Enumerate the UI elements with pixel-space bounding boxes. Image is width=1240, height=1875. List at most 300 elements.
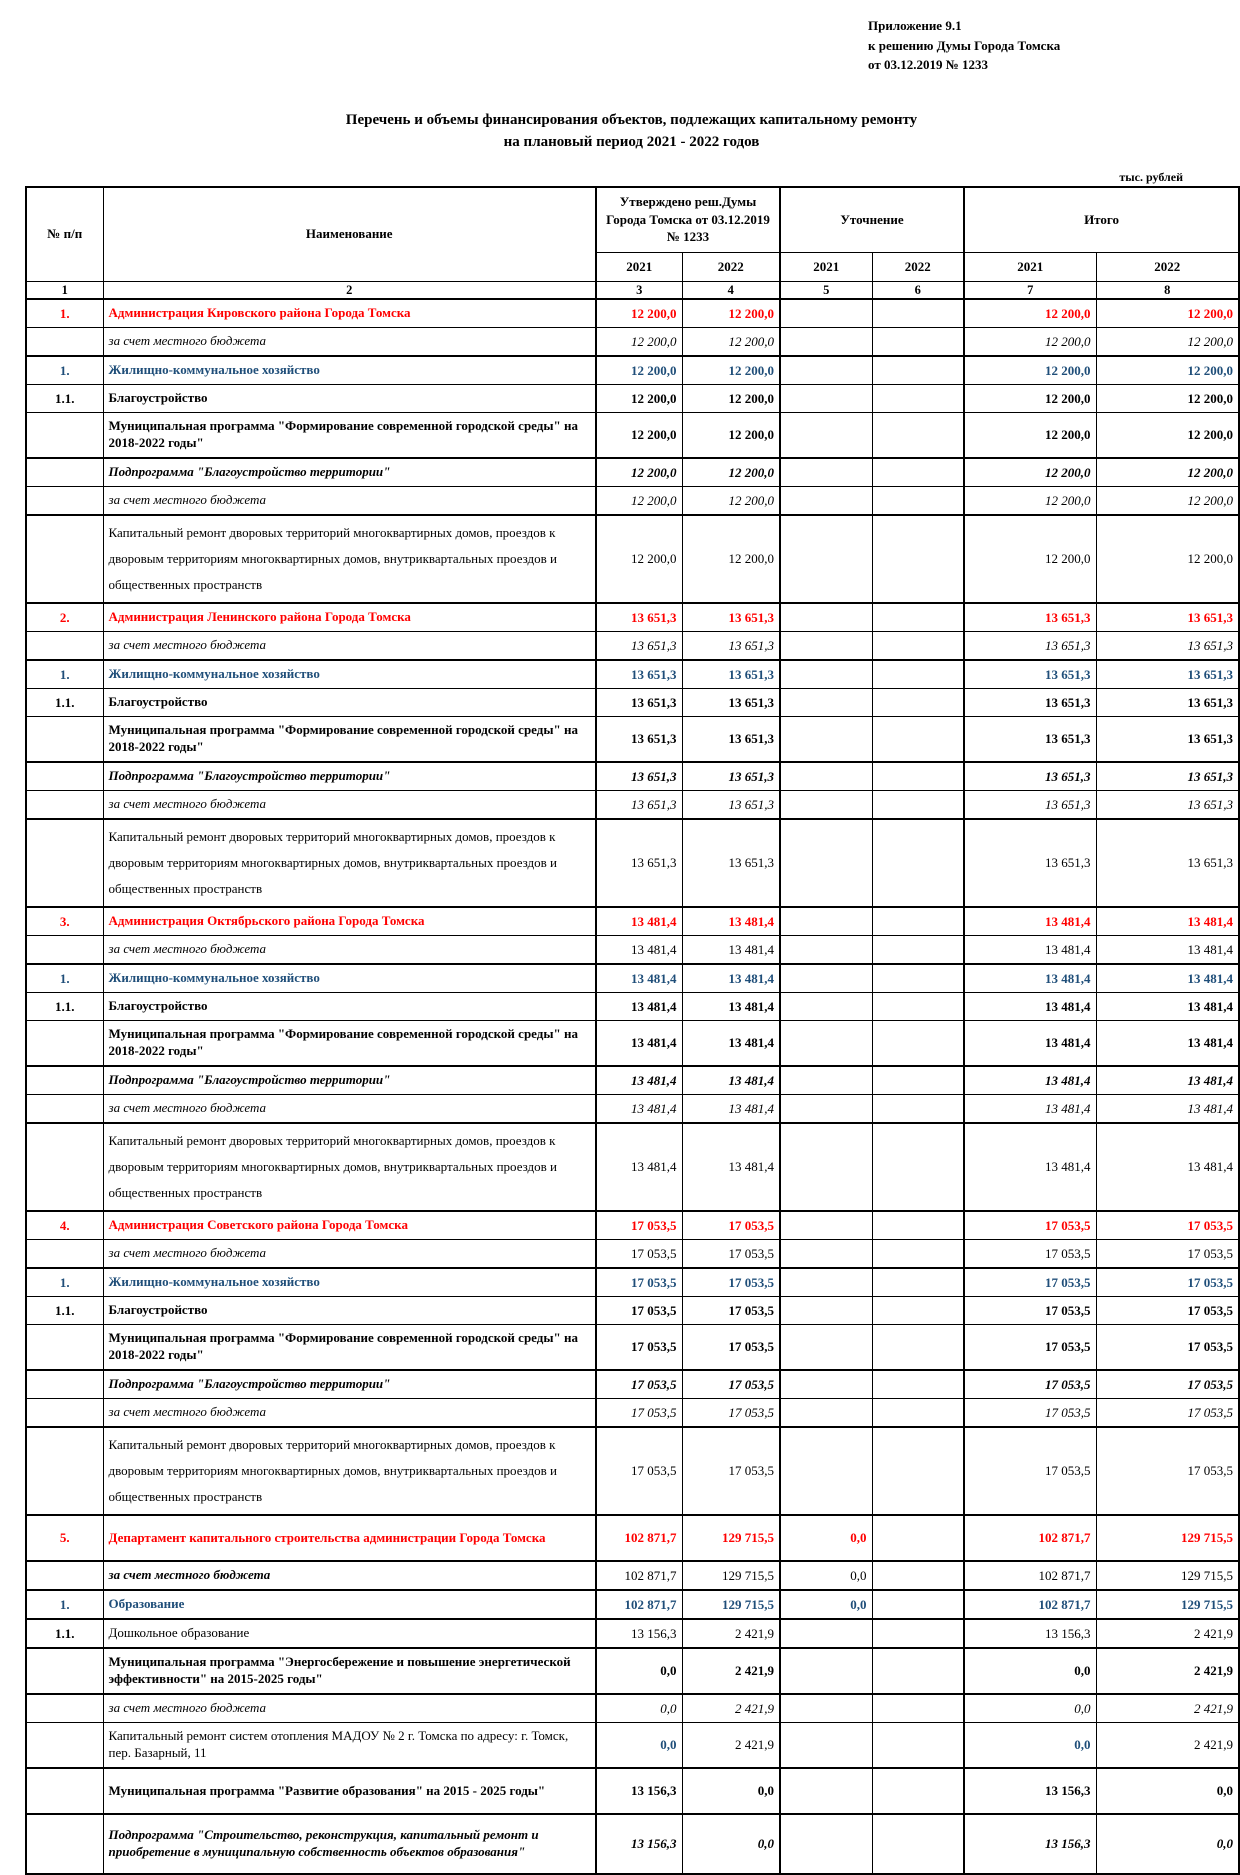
value-cell: 13 481,4 xyxy=(682,1123,780,1211)
value-cell: 13 481,4 xyxy=(1096,1021,1239,1067)
appendix-line-1: Приложение 9.1 xyxy=(868,16,1238,36)
header-year: 2021 xyxy=(596,252,682,281)
header-col-index: 7 xyxy=(964,281,1096,299)
value-cell xyxy=(872,1561,964,1590)
row-number-cell: 1. xyxy=(26,1268,103,1297)
row-name-cell: Дошкольное образование xyxy=(103,1619,596,1648)
value-cell xyxy=(780,299,872,328)
repair-object-row xyxy=(26,1723,1239,1769)
program-row xyxy=(26,413,1239,459)
value-cell: 13 481,4 xyxy=(964,993,1096,1021)
value-cell: 17 053,5 xyxy=(596,1211,682,1240)
appendix-line-2: к решению Думы Города Томска xyxy=(868,36,1238,56)
header-col-num: № п/п xyxy=(26,187,103,282)
value-cell: 13 481,4 xyxy=(964,1095,1096,1124)
value-cell: 0,0 xyxy=(1096,1768,1239,1814)
value-cell: 13 481,4 xyxy=(1096,993,1239,1021)
value-cell xyxy=(780,1768,872,1814)
value-cell: 17 053,5 xyxy=(682,1399,780,1428)
value-cell: 17 053,5 xyxy=(682,1370,780,1399)
budget-source-row xyxy=(26,487,1239,516)
value-cell: 13 651,3 xyxy=(964,717,1096,763)
value-cell xyxy=(872,1211,964,1240)
value-cell xyxy=(780,689,872,717)
value-cell: 12 200,0 xyxy=(596,413,682,459)
row-number-cell xyxy=(26,791,103,820)
value-cell: 17 053,5 xyxy=(596,1240,682,1269)
header-row-indices xyxy=(26,281,1239,299)
row-name-cell: Администрация Кировского района Города Томска xyxy=(103,299,596,328)
value-cell: 0,0 xyxy=(1096,1814,1239,1874)
value-cell xyxy=(780,1648,872,1694)
value-cell: 12 200,0 xyxy=(1096,458,1239,487)
value-cell xyxy=(780,1297,872,1325)
value-cell: 12 200,0 xyxy=(964,385,1096,413)
row-number-cell xyxy=(26,1370,103,1399)
header-group-total: Итого xyxy=(964,187,1239,253)
value-cell: 13 156,3 xyxy=(964,1768,1096,1814)
section-row xyxy=(26,907,1239,936)
value-cell xyxy=(780,487,872,516)
value-cell: 2 421,9 xyxy=(682,1648,780,1694)
row-number-cell xyxy=(26,819,103,907)
value-cell: 0,0 xyxy=(596,1723,682,1769)
row-number-cell xyxy=(26,1021,103,1067)
row-name-cell: Благоустройство xyxy=(103,689,596,717)
value-cell xyxy=(780,1123,872,1211)
table-header xyxy=(26,187,1239,300)
header-col-index: 2 xyxy=(103,281,596,299)
value-cell: 13 481,4 xyxy=(964,936,1096,965)
value-cell: 102 871,7 xyxy=(964,1515,1096,1561)
value-cell: 17 053,5 xyxy=(682,1240,780,1269)
row-name-cell: Капитальный ремонт дворовых территорий многоквартирных домов, проездов к дворовым территориям многоквартирных домов, внутриквартальных проездов и общественных пространств xyxy=(103,1123,596,1211)
value-cell xyxy=(872,762,964,791)
value-cell: 13 481,4 xyxy=(1096,964,1239,993)
value-cell: 12 200,0 xyxy=(1096,487,1239,516)
row-name-cell: за счет местного бюджета xyxy=(103,632,596,661)
row-name-cell: Капитальный ремонт дворовых территорий многоквартирных домов, проездов к дворовым территориям многоквартирных домов, внутриквартальных проездов и общественных пространств xyxy=(103,515,596,603)
row-name-cell: Муниципальная программа "Формирование современной городской среды" на 2018-2022 годы" xyxy=(103,1021,596,1067)
value-cell: 13 481,4 xyxy=(596,1095,682,1124)
value-cell xyxy=(872,717,964,763)
row-number-cell: 5. xyxy=(26,1515,103,1561)
value-cell: 12 200,0 xyxy=(964,413,1096,459)
value-cell: 13 651,3 xyxy=(964,689,1096,717)
value-cell: 17 053,5 xyxy=(596,1427,682,1515)
value-cell xyxy=(872,458,964,487)
header-col-index: 5 xyxy=(780,281,872,299)
value-cell: 13 651,3 xyxy=(596,632,682,661)
value-cell: 102 871,7 xyxy=(964,1590,1096,1619)
subprogram-row xyxy=(26,458,1239,487)
row-name-cell: за счет местного бюджета xyxy=(103,1694,596,1723)
value-cell: 17 053,5 xyxy=(1096,1240,1239,1269)
value-cell: 13 481,4 xyxy=(682,993,780,1021)
value-cell: 13 651,3 xyxy=(596,603,682,632)
sector-row xyxy=(26,660,1239,689)
value-cell xyxy=(872,632,964,661)
value-cell xyxy=(780,328,872,357)
subsection-row xyxy=(26,993,1239,1021)
row-number-cell: 1.1. xyxy=(26,1619,103,1648)
value-cell: 12 200,0 xyxy=(682,328,780,357)
program-row xyxy=(26,1648,1239,1694)
row-name-cell: Подпрограмма "Благоустройство территории" xyxy=(103,762,596,791)
row-number-cell xyxy=(26,1427,103,1515)
value-cell: 13 481,4 xyxy=(682,1021,780,1067)
value-cell: 13 651,3 xyxy=(596,717,682,763)
table-body xyxy=(26,299,1239,1874)
program-row xyxy=(26,1021,1239,1067)
sector-row xyxy=(26,964,1239,993)
row-number-cell: 1.1. xyxy=(26,385,103,413)
row-number-cell xyxy=(26,1325,103,1371)
value-cell xyxy=(872,993,964,1021)
value-cell xyxy=(780,1066,872,1095)
value-cell: 17 053,5 xyxy=(596,1399,682,1428)
value-cell: 13 481,4 xyxy=(964,907,1096,936)
value-cell: 13 481,4 xyxy=(596,1066,682,1095)
value-cell: 102 871,7 xyxy=(596,1561,682,1590)
budget-source-row xyxy=(26,1095,1239,1124)
row-number-cell xyxy=(26,515,103,603)
value-cell: 12 200,0 xyxy=(1096,299,1239,328)
row-name-cell: Муниципальная программа "Формирование современной городской среды" на 2018-2022 годы" xyxy=(103,1325,596,1371)
value-cell: 12 200,0 xyxy=(682,515,780,603)
value-cell: 2 421,9 xyxy=(1096,1619,1239,1648)
value-cell: 13 481,4 xyxy=(964,1123,1096,1211)
value-cell: 13 651,3 xyxy=(682,717,780,763)
budget-source-row xyxy=(26,1561,1239,1590)
value-cell xyxy=(872,1066,964,1095)
value-cell: 12 200,0 xyxy=(596,385,682,413)
value-cell: 13 651,3 xyxy=(596,791,682,820)
sector-row xyxy=(26,356,1239,385)
value-cell: 17 053,5 xyxy=(682,1268,780,1297)
value-cell xyxy=(780,1814,872,1874)
row-name-cell: Капитальный ремонт дворовых территорий многоквартирных домов, проездов к дворовым территориям многоквартирных домов, внутриквартальных проездов и общественных пространств xyxy=(103,819,596,907)
row-number-cell: 4. xyxy=(26,1211,103,1240)
budget-source-row xyxy=(26,632,1239,661)
value-cell: 12 200,0 xyxy=(964,487,1096,516)
row-number-cell xyxy=(26,487,103,516)
value-cell: 17 053,5 xyxy=(596,1325,682,1371)
value-cell: 13 481,4 xyxy=(682,907,780,936)
value-cell: 17 053,5 xyxy=(682,1427,780,1515)
program-row xyxy=(26,1768,1239,1814)
row-name-cell: Капитальный ремонт дворовых территорий многоквартирных домов, проездов к дворовым территориям многоквартирных домов, внутриквартальных проездов и общественных пространств xyxy=(103,1427,596,1515)
row-name-cell: Муниципальная программа "Развитие образования" на 2015 - 2025 годы" xyxy=(103,1768,596,1814)
row-name-cell: Благоустройство xyxy=(103,993,596,1021)
value-cell xyxy=(872,791,964,820)
row-number-cell: 1.1. xyxy=(26,689,103,717)
value-cell: 13 651,3 xyxy=(1096,762,1239,791)
value-cell: 12 200,0 xyxy=(1096,356,1239,385)
value-cell xyxy=(780,964,872,993)
header-col-index: 3 xyxy=(596,281,682,299)
value-cell: 13 651,3 xyxy=(964,791,1096,820)
row-name-cell: Муниципальная программа "Формирование современной городской среды" на 2018-2022 годы" xyxy=(103,717,596,763)
value-cell xyxy=(872,356,964,385)
row-name-cell: за счет местного бюджета xyxy=(103,328,596,357)
value-cell: 13 481,4 xyxy=(682,936,780,965)
value-cell xyxy=(780,1723,872,1769)
value-cell: 2 421,9 xyxy=(1096,1694,1239,1723)
value-cell xyxy=(872,1240,964,1269)
row-name-cell: за счет местного бюджета xyxy=(103,1561,596,1590)
value-cell: 17 053,5 xyxy=(964,1240,1096,1269)
value-cell: 17 053,5 xyxy=(596,1268,682,1297)
value-cell: 13 481,4 xyxy=(596,993,682,1021)
value-cell: 0,0 xyxy=(780,1561,872,1590)
value-cell: 13 651,3 xyxy=(1096,819,1239,907)
value-cell: 13 651,3 xyxy=(596,819,682,907)
value-cell: 0,0 xyxy=(964,1723,1096,1769)
value-cell xyxy=(780,1370,872,1399)
row-name-cell: Администрация Советского района Города Томска xyxy=(103,1211,596,1240)
row-number-cell: 1. xyxy=(26,356,103,385)
row-number-cell xyxy=(26,328,103,357)
value-cell xyxy=(872,1723,964,1769)
value-cell: 13 651,3 xyxy=(682,819,780,907)
row-number-cell: 1. xyxy=(26,299,103,328)
value-cell xyxy=(872,1814,964,1874)
value-cell xyxy=(780,458,872,487)
header-col-name: Наименование xyxy=(103,187,596,282)
section-row xyxy=(26,1515,1239,1561)
value-cell: 0,0 xyxy=(682,1768,780,1814)
value-cell: 13 481,4 xyxy=(682,964,780,993)
row-name-cell: Жилищно-коммунальное хозяйство xyxy=(103,356,596,385)
row-name-cell: Муниципальная программа "Формирование современной городской среды" на 2018-2022 годы" xyxy=(103,413,596,459)
header-col-index: 1 xyxy=(26,281,103,299)
row-number-cell xyxy=(26,632,103,661)
value-cell: 12 200,0 xyxy=(964,356,1096,385)
value-cell: 0,0 xyxy=(596,1694,682,1723)
row-name-cell: за счет местного бюджета xyxy=(103,1240,596,1269)
value-cell xyxy=(872,660,964,689)
value-cell xyxy=(780,385,872,413)
value-cell: 13 651,3 xyxy=(596,762,682,791)
value-cell: 12 200,0 xyxy=(1096,413,1239,459)
row-name-cell: Жилищно-коммунальное хозяйство xyxy=(103,964,596,993)
value-cell: 17 053,5 xyxy=(1096,1427,1239,1515)
value-cell xyxy=(872,1297,964,1325)
value-cell: 2 421,9 xyxy=(1096,1723,1239,1769)
value-cell xyxy=(780,603,872,632)
row-number-cell: 3. xyxy=(26,907,103,936)
value-cell: 13 481,4 xyxy=(596,1021,682,1067)
subprogram-row xyxy=(26,1066,1239,1095)
header-year: 2021 xyxy=(964,252,1096,281)
value-cell: 12 200,0 xyxy=(1096,385,1239,413)
value-cell: 13 651,3 xyxy=(964,819,1096,907)
value-cell: 13 651,3 xyxy=(964,762,1096,791)
value-cell xyxy=(872,1619,964,1648)
value-cell: 17 053,5 xyxy=(596,1370,682,1399)
subsection-row xyxy=(26,689,1239,717)
value-cell xyxy=(780,791,872,820)
value-cell xyxy=(872,1021,964,1067)
value-cell xyxy=(872,1268,964,1297)
value-cell: 13 651,3 xyxy=(1096,791,1239,820)
value-cell: 0,0 xyxy=(682,1814,780,1874)
value-cell xyxy=(780,1427,872,1515)
value-cell: 17 053,5 xyxy=(682,1297,780,1325)
row-name-cell: Подпрограмма "Строительство, реконструкция, капитальный ремонт и приобретение в муниципальную собственность объектов образования" xyxy=(103,1814,596,1874)
value-cell: 12 200,0 xyxy=(1096,515,1239,603)
value-cell: 13 156,3 xyxy=(964,1619,1096,1648)
value-cell: 13 651,3 xyxy=(964,632,1096,661)
value-cell: 13 481,4 xyxy=(1096,907,1239,936)
value-cell: 12 200,0 xyxy=(682,458,780,487)
finance-table xyxy=(25,186,1240,1875)
value-cell: 17 053,5 xyxy=(596,1297,682,1325)
value-cell: 12 200,0 xyxy=(682,385,780,413)
value-cell: 13 651,3 xyxy=(682,632,780,661)
row-number-cell: 1.1. xyxy=(26,993,103,1021)
page-title-line-2: на плановый период 2021 - 2022 годов xyxy=(25,131,1238,154)
value-cell: 12 200,0 xyxy=(596,356,682,385)
section-row xyxy=(26,299,1239,328)
value-cell: 17 053,5 xyxy=(1096,1325,1239,1371)
value-cell: 13 651,3 xyxy=(1096,689,1239,717)
value-cell: 17 053,5 xyxy=(1096,1399,1239,1428)
row-number-cell xyxy=(26,1240,103,1269)
budget-source-row xyxy=(26,328,1239,357)
subprogram-row xyxy=(26,1370,1239,1399)
value-cell: 0,0 xyxy=(596,1648,682,1694)
row-number-cell xyxy=(26,1123,103,1211)
value-cell: 17 053,5 xyxy=(682,1211,780,1240)
page-title xyxy=(25,109,1238,154)
row-number-cell: 1. xyxy=(26,660,103,689)
value-cell: 129 715,5 xyxy=(1096,1515,1239,1561)
program-row xyxy=(26,1325,1239,1371)
subsection-row xyxy=(26,385,1239,413)
value-cell xyxy=(872,413,964,459)
value-cell xyxy=(780,1399,872,1428)
repair-object-row xyxy=(26,819,1239,907)
value-cell: 13 481,4 xyxy=(682,1066,780,1095)
value-cell xyxy=(780,1268,872,1297)
value-cell xyxy=(872,1370,964,1399)
row-number-cell xyxy=(26,936,103,965)
value-cell: 13 651,3 xyxy=(682,660,780,689)
value-cell xyxy=(780,1694,872,1723)
value-cell xyxy=(872,1590,964,1619)
value-cell: 13 481,4 xyxy=(964,1021,1096,1067)
value-cell: 13 481,4 xyxy=(1096,936,1239,965)
value-cell: 13 481,4 xyxy=(596,936,682,965)
row-number-cell xyxy=(26,1694,103,1723)
value-cell: 13 651,3 xyxy=(682,791,780,820)
value-cell: 17 053,5 xyxy=(964,1370,1096,1399)
value-cell: 17 053,5 xyxy=(682,1325,780,1371)
value-cell: 13 156,3 xyxy=(596,1814,682,1874)
value-cell xyxy=(780,907,872,936)
header-col-index: 8 xyxy=(1096,281,1239,299)
value-cell: 17 053,5 xyxy=(964,1297,1096,1325)
value-cell: 13 651,3 xyxy=(1096,603,1239,632)
value-cell: 0,0 xyxy=(780,1515,872,1561)
value-cell xyxy=(872,964,964,993)
row-number-cell: 2. xyxy=(26,603,103,632)
value-cell xyxy=(872,1325,964,1371)
budget-source-row xyxy=(26,936,1239,965)
value-cell: 129 715,5 xyxy=(682,1515,780,1561)
value-cell: 13 481,4 xyxy=(682,1095,780,1124)
row-number-cell xyxy=(26,1561,103,1590)
value-cell: 12 200,0 xyxy=(964,515,1096,603)
value-cell xyxy=(872,299,964,328)
value-cell xyxy=(872,1515,964,1561)
value-cell xyxy=(780,1619,872,1648)
row-number-cell: 1. xyxy=(26,964,103,993)
row-number-cell xyxy=(26,458,103,487)
value-cell: 13 481,4 xyxy=(964,1066,1096,1095)
value-cell: 17 053,5 xyxy=(1096,1297,1239,1325)
header-group-approved: Утверждено реш.Думы Города Томска от 03.12.2019 № 1233 xyxy=(596,187,780,253)
page-title-line-1: Перечень и объемы финансирования объектов, подлежащих капитальному ремонту xyxy=(25,109,1238,132)
value-cell: 13 651,3 xyxy=(1096,717,1239,763)
value-cell: 102 871,7 xyxy=(596,1515,682,1561)
row-name-cell: Администрация Ленинского района Города Томска xyxy=(103,603,596,632)
value-cell: 13 156,3 xyxy=(596,1768,682,1814)
value-cell: 102 871,7 xyxy=(596,1590,682,1619)
value-cell xyxy=(872,1095,964,1124)
repair-object-row xyxy=(26,1123,1239,1211)
row-name-cell: Подпрограмма "Благоустройство территории" xyxy=(103,1370,596,1399)
value-cell: 13 651,3 xyxy=(682,603,780,632)
header-col-index: 6 xyxy=(872,281,964,299)
value-cell: 2 421,9 xyxy=(682,1723,780,1769)
value-cell: 12 200,0 xyxy=(682,413,780,459)
row-name-cell: за счет местного бюджета xyxy=(103,936,596,965)
value-cell xyxy=(780,1211,872,1240)
value-cell: 13 481,4 xyxy=(596,964,682,993)
value-cell xyxy=(872,1427,964,1515)
value-cell xyxy=(872,385,964,413)
value-cell: 12 200,0 xyxy=(596,299,682,328)
repair-object-row xyxy=(26,1427,1239,1515)
value-cell: 13 651,3 xyxy=(964,660,1096,689)
value-cell xyxy=(872,515,964,603)
row-number-cell xyxy=(26,717,103,763)
value-cell: 129 715,5 xyxy=(682,1590,780,1619)
value-cell xyxy=(872,603,964,632)
row-name-cell: Департамент капитального строительства администрации Города Томска xyxy=(103,1515,596,1561)
value-cell xyxy=(780,993,872,1021)
data-row xyxy=(26,1619,1239,1648)
value-cell xyxy=(780,413,872,459)
budget-source-row xyxy=(26,1399,1239,1428)
value-cell: 17 053,5 xyxy=(1096,1211,1239,1240)
value-cell: 13 651,3 xyxy=(596,689,682,717)
row-number-cell xyxy=(26,1095,103,1124)
row-number-cell xyxy=(26,1066,103,1095)
row-number-cell xyxy=(26,1723,103,1769)
value-cell: 102 871,7 xyxy=(964,1561,1096,1590)
value-cell xyxy=(780,1095,872,1124)
value-cell: 13 481,4 xyxy=(1096,1123,1239,1211)
value-cell: 12 200,0 xyxy=(596,515,682,603)
section-row xyxy=(26,1211,1239,1240)
program-row xyxy=(26,717,1239,763)
value-cell xyxy=(872,487,964,516)
value-cell: 13 651,3 xyxy=(682,762,780,791)
